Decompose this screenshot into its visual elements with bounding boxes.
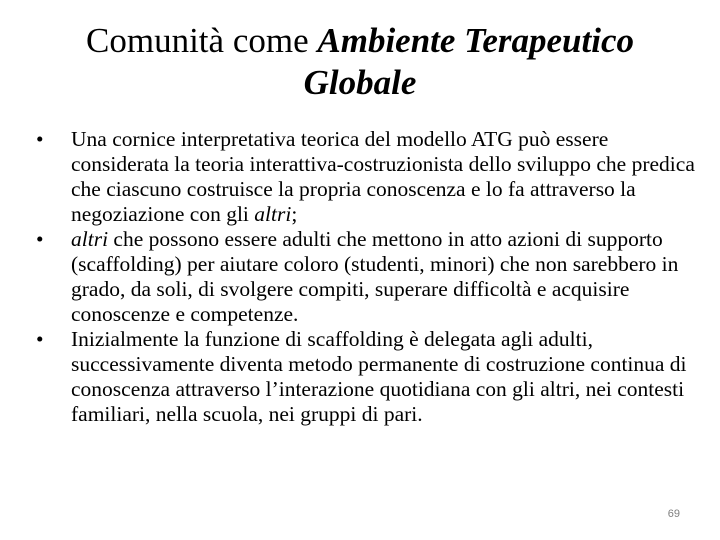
bullet-list bbox=[36, 127, 696, 427]
slide-title bbox=[20, 20, 700, 104]
bullet-icon: • bbox=[36, 127, 44, 151]
bullet-icon: • bbox=[36, 227, 44, 251]
bullet-emphasis: altri bbox=[254, 202, 292, 226]
bullet-text-tail: che possono essere adulti che mettono in atto azioni di supporto (scaffolding) per aiutare coloro (studenti, minori) che non sarebbero in grado, da soli, di svolgere compiti, superare difficoltà e acquisire conoscenze e competenze. bbox=[71, 227, 679, 326]
title-emphasis-text: Ambiente Terapeutico bbox=[317, 21, 634, 60]
bullet-item bbox=[36, 227, 696, 327]
page-number: 69 bbox=[667, 508, 680, 520]
title-plain-text: Comunità come bbox=[86, 21, 318, 60]
bullet-item bbox=[36, 127, 696, 227]
bullet-text-tail: ; bbox=[291, 202, 298, 226]
bullet-text: Inizialmente la funzione di scaffolding è delegata agli adulti, successivamente diventa metodo permanente di costruzione continua di conoscenza attraverso l’interazione quotidiana con gli altri, nei contesti familiari, nella scuola, nei gruppi di pari. bbox=[71, 327, 687, 426]
bullet-icon: • bbox=[36, 327, 44, 351]
bullet-item bbox=[36, 327, 696, 427]
title-emphasis-text-line2: Globale bbox=[303, 63, 417, 102]
bullet-emphasis: altri bbox=[71, 227, 109, 251]
bullet-text: Una cornice interpretativa teorica del modello ATG può essere considerata la teoria interattiva-costruzionista dello sviluppo che predica che ciascuno costruisce la propria conoscenza e lo fa attraverso la negoziazione con gli bbox=[71, 127, 695, 226]
